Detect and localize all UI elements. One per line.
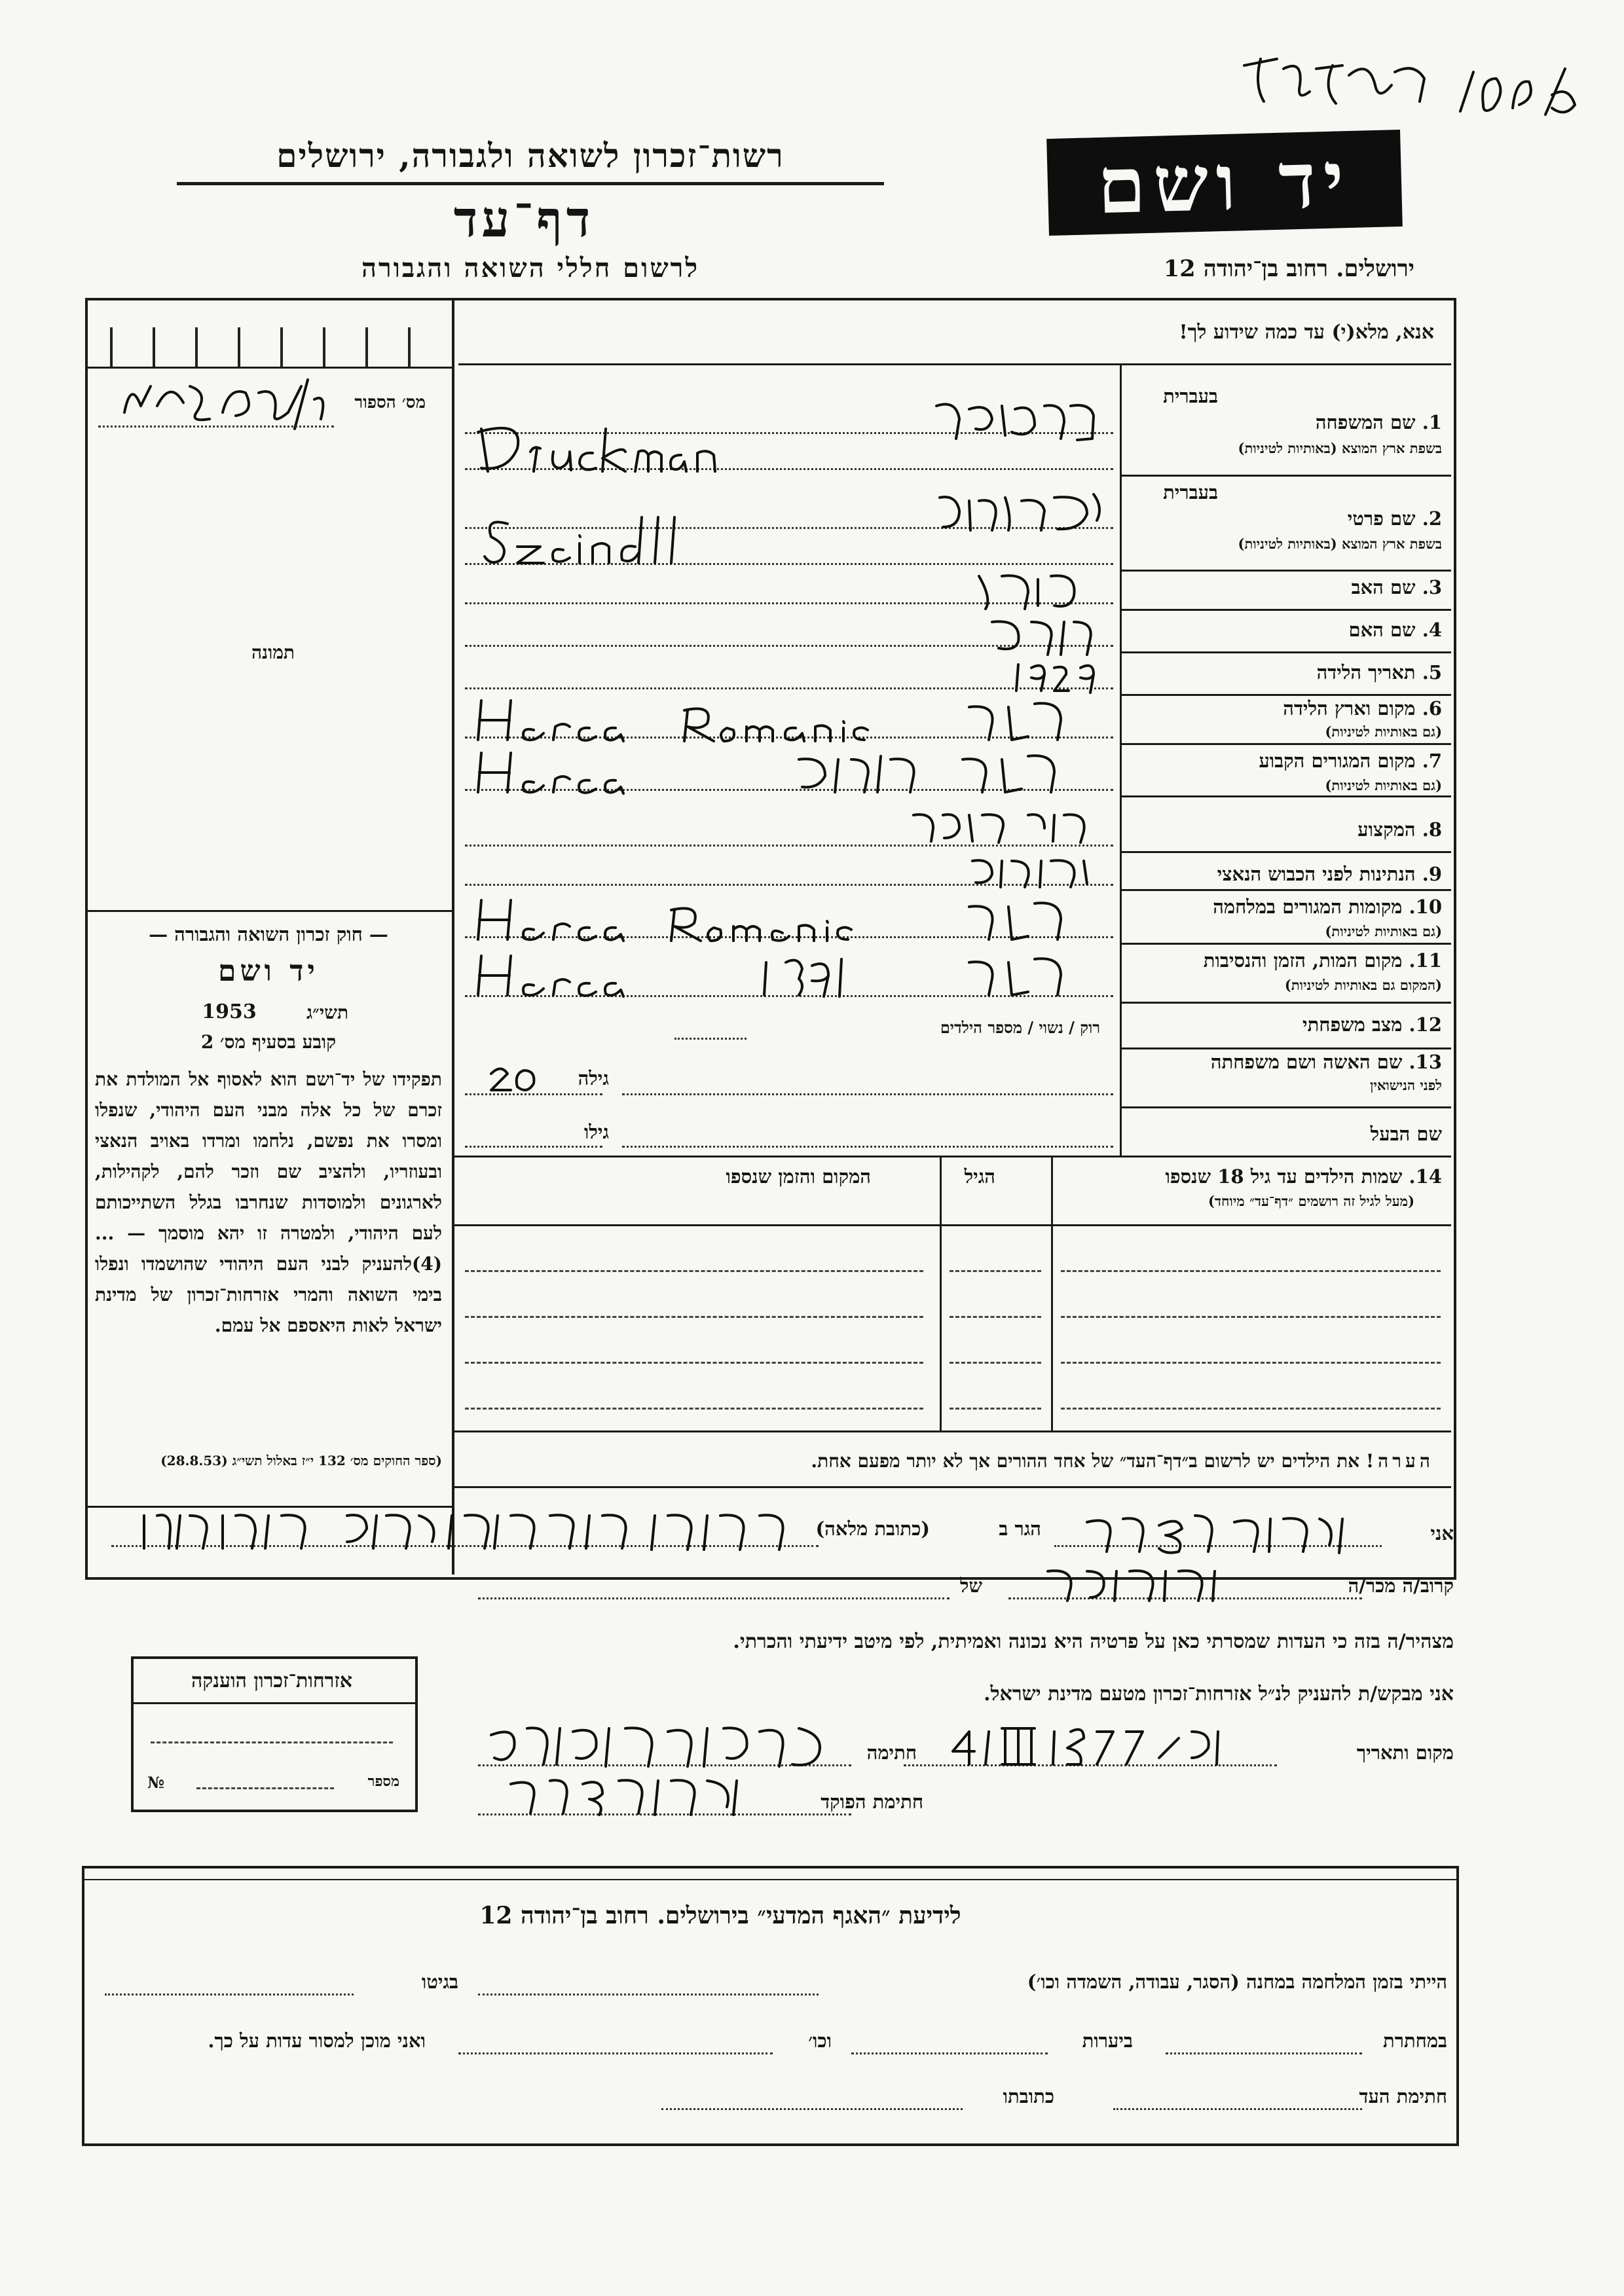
table-header-rule — [452, 1224, 1451, 1226]
citizenship-no: № — [147, 1773, 165, 1792]
field-3-name: שם האב — [1351, 576, 1416, 598]
declaration-ani: אני — [1430, 1522, 1454, 1544]
law-clause: קובע בסעיף מס׳ 2 — [200, 1031, 337, 1053]
field-2-sub: בשפת ארץ המוצא (באותיות לטיניות) — [1238, 536, 1442, 552]
row-rule — [1120, 795, 1451, 797]
table-row — [465, 1408, 923, 1410]
children-age-header: הגיל — [964, 1165, 995, 1188]
archive-etc: וכו׳ — [808, 2030, 832, 2052]
field-10-label — [1213, 896, 1442, 919]
table-col-divider-1 — [1051, 1156, 1053, 1430]
row-rule — [1120, 851, 1451, 853]
field-7-name: מקום המגורים הקבוע — [1259, 750, 1416, 772]
handwritten-firstname-hebrew — [930, 484, 1107, 537]
law-year: 1953 — [202, 1000, 257, 1023]
declaration-text: מצהיר/ה בזה כי העדות שמסרתי כאן על פרטיה היא נכונה ואמיתית, לפי מיטב ידיעתי והכרתי. — [733, 1630, 1454, 1653]
archive-witness-address-fill — [661, 2108, 963, 2110]
field-6-sub: (גם באותיות לטיניות) — [1325, 723, 1442, 740]
children-names-header — [1165, 1165, 1442, 1188]
children-names-sub: (מעל לגיל זה רושמים ״דף־עד״ מיוחד) — [1208, 1193, 1414, 1209]
handwritten-corner-number — [1454, 59, 1585, 124]
field-3-num: 3. — [1422, 576, 1442, 598]
field-10-name: מקומות המגורים במלחמה — [1213, 896, 1403, 918]
remark-top-rule — [452, 1430, 1451, 1432]
field-4-num: 4. — [1422, 619, 1442, 641]
field-1-sub: בשפת ארץ המוצא (באותיות לטיניות) — [1238, 440, 1442, 456]
field-2-name: שם פרטי — [1347, 507, 1416, 530]
field-11-num: 11. — [1409, 949, 1442, 972]
logo-text: יד ושם — [1096, 133, 1353, 232]
field-9-label — [1217, 863, 1442, 886]
row-rule — [1120, 1048, 1451, 1049]
children-place-header: המקום והזמן שנספו — [726, 1165, 871, 1188]
table-row — [1061, 1270, 1441, 1272]
row-rule — [1120, 651, 1451, 653]
handwritten-surname-hebrew — [930, 393, 1107, 445]
handwritten-father-name — [969, 566, 1100, 612]
intro-rule — [458, 363, 1451, 365]
field-8-num: 8. — [1422, 818, 1442, 841]
row-rule-wide — [452, 1156, 1451, 1157]
handwritten-signature — [478, 1715, 845, 1774]
handwritten-firstname-latin — [478, 511, 701, 570]
field-12-num: 12. — [1409, 1013, 1442, 1036]
table-row — [950, 1316, 1041, 1318]
field-10-sub: (גם באותיות לטיניות) — [1325, 923, 1442, 939]
handwritten-ref-number — [118, 367, 334, 432]
row-rule — [1120, 694, 1451, 696]
handwritten-officer-signature — [498, 1768, 760, 1820]
field-11-label — [1204, 949, 1442, 972]
citizenship-box-line-2 — [196, 1787, 334, 1789]
intro-text: אנא, מלא(י) עד כמה שידוע לך! — [1179, 321, 1434, 344]
field-6-label — [1283, 697, 1442, 720]
handwritten-residence — [471, 746, 1100, 799]
archive-title: לידיעת ״האגף המדעי״ בירושלים. רחוב בן־יהודה 12 — [479, 1902, 961, 1929]
field-8-name: המקצוע — [1357, 818, 1416, 841]
field-13-sub: לפני הנישואין — [1370, 1077, 1442, 1093]
field-12-label — [1302, 1013, 1442, 1036]
archive-ghetto-fill — [105, 1994, 354, 1995]
label-column-divider — [1120, 363, 1122, 1156]
handwritten-death-place — [471, 949, 1100, 1002]
org-underline — [177, 182, 884, 185]
table-row — [1061, 1362, 1441, 1364]
field-7-label — [1259, 750, 1442, 773]
form-title: דף־עד — [453, 190, 595, 248]
remark-text — [811, 1450, 1434, 1472]
archive-line2-end: ואני מוכן למסור עדות על כך. — [208, 2030, 426, 2052]
field-10-num: 10. — [1409, 896, 1442, 918]
archive-line1-end: בגיטו — [421, 1971, 458, 1993]
field-12-name: מצב משפחתי — [1302, 1013, 1403, 1036]
children-count-line — [674, 1038, 747, 1040]
archive-underground-fill — [1166, 2052, 1362, 2054]
citizenship-box-title: אזרחות־זכרון הוענקה — [191, 1669, 353, 1692]
form-subtitle: לרשום חללי השואה והגבורה — [361, 253, 700, 283]
handwritten-file-number — [1238, 39, 1434, 111]
declaration-of: של — [959, 1575, 982, 1597]
signature-label: חתימה — [866, 1741, 917, 1764]
place-date-label: מקום ותאריך — [1356, 1741, 1454, 1764]
remark-bottom-rule — [452, 1486, 1451, 1488]
law-source: (ספר החוקים מס׳ 132 י״ז באלול תשי״ג (28.8.53) — [160, 1453, 442, 1468]
field-2-hebrew-label: בעברית — [1163, 481, 1218, 503]
archive-witness-signature-fill — [1113, 2108, 1362, 2110]
yad-vashem-logo — [1046, 130, 1403, 236]
row-rule — [1120, 889, 1451, 891]
row-rule — [1120, 609, 1451, 611]
field-9-name: הנתינות לפני הכבוש הנאצי — [1217, 863, 1416, 885]
wife-name-line — [622, 1093, 1113, 1095]
husband-name-label: שם הבעל — [1370, 1123, 1442, 1145]
law-org: יד ושם — [218, 955, 319, 988]
handwritten-nationality — [963, 851, 1100, 890]
field-7-sub: (גם באותיות לטיניות) — [1325, 777, 1442, 793]
archive-inner-rule — [82, 1879, 1459, 1880]
field-1-hebrew-label: בעברית — [1163, 385, 1218, 407]
remark-label: הערה! — [1365, 1450, 1434, 1472]
husband-age-label: גילו — [583, 1121, 609, 1143]
field-2-label — [1348, 507, 1442, 530]
archive-forests-fill — [851, 2052, 1048, 2054]
handwritten-wartime-residence — [471, 894, 1100, 946]
field-5-num: 5. — [1422, 661, 1442, 683]
remark-body: את הילדים יש לרשום ב״דף־העד״ של אחד ההורים אך לא יותר מפעם אחת. — [811, 1450, 1360, 1472]
table-row — [465, 1316, 923, 1318]
wife-age-label: גילה — [578, 1067, 609, 1089]
handwritten-witness-name — [1074, 1506, 1362, 1558]
archive-line1: הייתי בזמן המלחמה במחנה (הסגר, עבודה, השמדה וכו׳) — [1027, 1971, 1447, 1993]
citizenship-number-label: מספר — [367, 1773, 399, 1790]
law-year-heb: תשי״ג — [306, 1002, 349, 1023]
field-7-num: 7. — [1422, 750, 1442, 772]
row-rule — [1120, 1106, 1451, 1108]
field-2-num: 2. — [1422, 507, 1442, 530]
table-row — [950, 1270, 1041, 1272]
husband-age-line — [465, 1146, 602, 1148]
field-1-label — [1316, 411, 1442, 434]
field-3-label — [1352, 576, 1442, 599]
table-row — [950, 1408, 1041, 1410]
archive-forests: ביערות — [1082, 2030, 1133, 2052]
field-6-name: מקום וארץ הלידה — [1283, 697, 1416, 720]
archive-etc-fill — [458, 2052, 773, 2054]
handwritten-birth-year — [1008, 655, 1107, 694]
field-5-label — [1317, 661, 1442, 684]
marital-status-options: רוק / נשוי / מספר הילדים — [940, 1018, 1100, 1037]
table-row — [1061, 1408, 1441, 1410]
row-rule — [1120, 570, 1451, 572]
children-names-title: שמות הילדים עד גיל 18 שנספו — [1165, 1165, 1403, 1188]
ref-number-underline — [98, 426, 334, 428]
table-row — [465, 1270, 923, 1272]
table-col-divider-2 — [940, 1156, 942, 1430]
field-1-name: שם המשפחה — [1315, 411, 1416, 433]
declaration-address-label: (כתובת מלאה) — [815, 1518, 930, 1540]
archive-witness-signature: חתימת העד — [1359, 2085, 1447, 2107]
row-rule — [1120, 743, 1451, 745]
address: ירושלים. רחוב בן־יהודה 12 — [1163, 255, 1414, 282]
law-heading: — חוק זכרון השואה והגבורה — — [149, 923, 388, 945]
table-row — [465, 1362, 923, 1364]
handwritten-mother-name — [982, 612, 1100, 658]
citizenship-box-rule — [131, 1702, 415, 1704]
ref-number-label: מס׳ הספור — [354, 393, 426, 412]
handwritten-surname-latin — [471, 419, 747, 478]
handwritten-date — [943, 1719, 1244, 1771]
row-rule — [1120, 475, 1451, 477]
field-13-label — [1211, 1051, 1442, 1074]
declaration-resident: הגר ב — [999, 1518, 1041, 1540]
declaration-of-line — [478, 1597, 950, 1599]
handwritten-profession — [904, 802, 1100, 848]
request-text: אני מבקש/ת להעניק לנ״ל אזרחות־זכרון מטעם מדינת ישראל. — [984, 1683, 1454, 1705]
field-14-num: 14. — [1409, 1165, 1442, 1188]
field-4-label — [1348, 619, 1442, 642]
citizenship-box-line-1 — [151, 1741, 393, 1743]
declaration-relative: קרוב/ה מכר/ה — [1348, 1575, 1454, 1597]
field-11-name: מקום המות, הזמן והנסיבות — [1203, 949, 1403, 972]
officer-signature-label: חתימת הפוקד — [821, 1791, 923, 1813]
handwritten-age-20 — [485, 1061, 550, 1097]
org-line: רשות־זכרון לשואה ולגבורה, ירושלים — [276, 136, 784, 175]
field-11-sub: (המקום גם באותיות לטיניות) — [1284, 977, 1442, 993]
archive-line1-fill — [478, 1994, 819, 1995]
photo-label: תמונה — [251, 642, 295, 663]
handwritten-relation — [1035, 1561, 1244, 1607]
field-1-num: 1. — [1422, 411, 1442, 433]
left-panel-divider — [452, 298, 454, 1575]
field-4-name: שם האם — [1348, 619, 1416, 641]
field-6-num: 6. — [1422, 697, 1442, 720]
archive-underground: במחתרת — [1383, 2030, 1447, 2052]
field-8-label — [1357, 818, 1442, 841]
handwritten-birthplace — [471, 694, 1100, 746]
law-box-top — [85, 910, 452, 912]
archive-witness-address: כתובתו — [1003, 2085, 1054, 2107]
row-rule — [1120, 943, 1451, 945]
field-5-name: תאריך הלידה — [1316, 661, 1416, 683]
field-9-num: 9. — [1422, 863, 1442, 885]
husband-name-line — [622, 1146, 1113, 1148]
field-13-num: 13. — [1409, 1051, 1442, 1073]
row-rule — [1120, 1002, 1451, 1004]
handwritten-witness-address — [131, 1503, 819, 1555]
table-row — [1061, 1316, 1441, 1318]
law-text: תפקידו של יד־ושם הוא לאסוף אל המולדת את זכרם של כל אלה מבני העם היהודי, שנפלו ומסרו את נפשם, נלחמו ומרדו באויב הנאצי ובעוזריו, ולהציב שם וזכר להם, לקהילות, לארגונים ולמוסדות שנחרבו בגלל השתייכותם לעם היהודי, ולמטרה זו יהא מוסמך — ...(4)להעניק לבני העם היהודי שהושמדו ונפלו בימי השואה והמרי אזרחות־זכרון של מדינת ישראל לאות היאספם אל עמם. — [95, 1068, 442, 1336]
table-row — [950, 1362, 1041, 1364]
field-13-name: שם האשה ושם משפחתה — [1210, 1051, 1403, 1073]
